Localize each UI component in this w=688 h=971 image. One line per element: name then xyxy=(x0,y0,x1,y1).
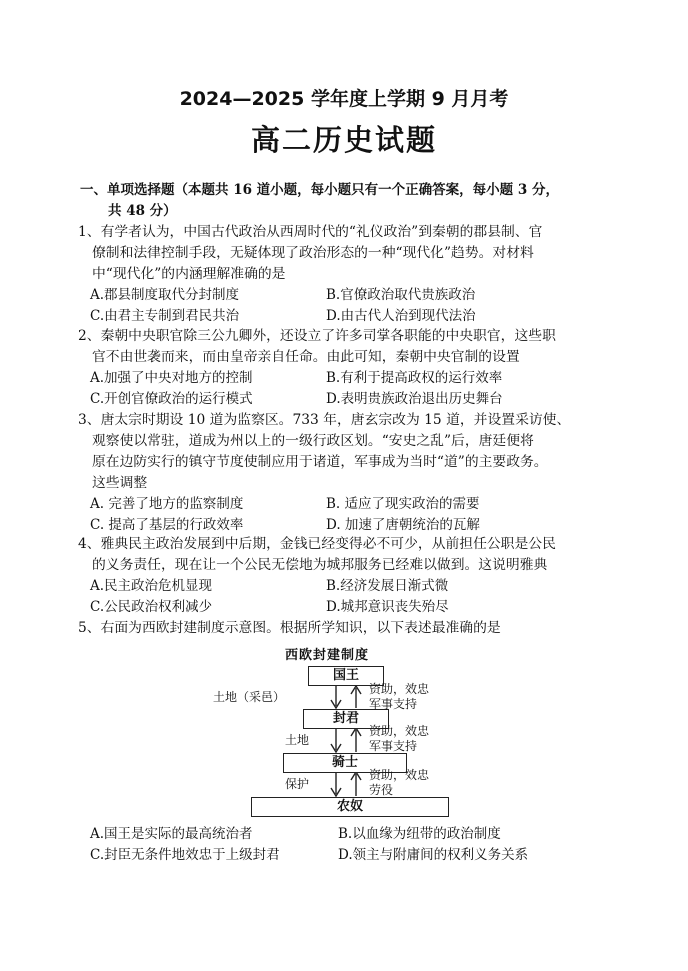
option-a[interactable]: A.民主政治危机显现 xyxy=(90,578,213,594)
option-b[interactable]: B.经济发展日渐式微 xyxy=(326,578,449,594)
question-text-line: 3、唐太宗时期设 10 道为监察区。733 年，唐玄宗改为 15 道，并设置采访使、 xyxy=(78,412,571,428)
option-c[interactable]: C.封臣无条件地效忠于上级封君 xyxy=(90,847,280,863)
level-serf: 农奴 xyxy=(251,797,449,817)
up-label xyxy=(369,768,429,798)
section-heading-line: 共 48 分） xyxy=(108,203,177,219)
answer-options xyxy=(78,368,618,410)
question-text-line: 这些调整 xyxy=(92,475,148,491)
down-label: 土地 xyxy=(285,733,310,747)
question-text-line: 2、秦朝中央职官除三公九卿外，还设立了许多司掌各职能的中央职官，这些职 xyxy=(78,328,556,344)
section-heading-line: 一、单项选择题（本题共 16 道小题，每小题只有一个正确答案，每小题 3 分， xyxy=(80,182,559,198)
exam-title: 高二历史试题 xyxy=(250,123,437,157)
question-5 xyxy=(78,618,618,639)
up-label-line: 军事支持 xyxy=(369,697,418,711)
answer-options xyxy=(78,494,618,536)
up-label-line: 资助，效忠 xyxy=(369,768,430,782)
option-c[interactable]: C.公民政治权利减少 xyxy=(90,599,213,615)
question-text-line: 官不由世袭而来，而由皇帝亲自任命。由此可知，秦朝中央官制的设置 xyxy=(92,349,520,365)
section-heading xyxy=(80,180,620,222)
level-king: 国王 xyxy=(308,666,384,686)
down-label: 保护 xyxy=(285,777,310,791)
up-label-line: 军事支持 xyxy=(369,739,418,753)
option-b[interactable]: B.有利于提高政权的运行效率 xyxy=(326,370,503,386)
question-text-line: 1、有学者认为，中国古代政治从西周时代的“礼仪政治”到秦朝的郡县制、官 xyxy=(78,224,543,240)
question-text-line: 5、右面为西欧封建制度示意图。根据所学知识，以下表述最准确的是 xyxy=(78,620,501,636)
option-b[interactable]: B.官僚政治取代贵族政治 xyxy=(326,287,476,303)
question-text-line: 观察使以常驻，道成为州以上的一级行政区划。“安史之乱”后，唐廷便将 xyxy=(92,433,534,449)
level-knight: 骑士 xyxy=(283,753,407,773)
answer-options xyxy=(78,576,618,618)
question-4 xyxy=(78,534,618,618)
question-text-line: 的义务责任，现在让一个公民无偿地为城邦服务已经难以做到。这说明雅典 xyxy=(92,557,548,573)
question-2 xyxy=(78,326,618,410)
option-b[interactable]: B. 适应了现实政治的需要 xyxy=(326,496,480,512)
up-label-line: 劳役 xyxy=(369,783,394,797)
question-text-line: 4、雅典民主政治发展到中后期，金钱已经变得必不可少，从前担任公职是公民 xyxy=(78,536,556,552)
option-d[interactable]: D.领主与附庸间的权利义务关系 xyxy=(338,847,529,863)
up-label xyxy=(369,682,429,712)
question-1 xyxy=(78,222,618,327)
diagram-title: 西欧封建制度 xyxy=(285,648,370,663)
up-label-line: 资助，效忠 xyxy=(369,682,430,696)
option-d[interactable]: D.城邦意识丧失殆尽 xyxy=(326,599,449,615)
option-a[interactable]: A. 完善了地方的监察制度 xyxy=(90,496,244,512)
option-b[interactable]: B.以血缘为纽带的政治制度 xyxy=(338,826,501,842)
answer-options xyxy=(78,285,618,327)
option-c[interactable]: C. 提高了基层的行政效率 xyxy=(90,517,244,533)
down-label: 土地（采邑） xyxy=(213,690,286,704)
answer-options xyxy=(78,824,618,866)
option-d[interactable]: D.由古代人治到现代法治 xyxy=(326,308,476,324)
question-text-line: 原在边防实行的镇守节度使制应用于诸道，军事成为当时“道”的主要政务。 xyxy=(92,454,548,470)
option-c[interactable]: C.开创官僚政治的运行模式 xyxy=(90,391,253,407)
option-d[interactable]: D. 加速了唐朝统治的瓦解 xyxy=(326,517,480,533)
question-text-line: 中“现代化”的内涵理解准确的是 xyxy=(92,266,286,282)
exam-subtitle: 2024—2025 学年度上学期 9 月月考 xyxy=(179,88,509,110)
feudal-system-diagram xyxy=(213,648,503,826)
up-label-line: 资助，效忠 xyxy=(369,724,430,738)
question-5-options xyxy=(78,824,618,866)
up-label xyxy=(369,724,429,754)
option-a[interactable]: A.国王是实际的最高统治者 xyxy=(90,826,253,842)
option-d[interactable]: D.表明贵族政治退出历史舞台 xyxy=(326,391,503,407)
level-lord: 封君 xyxy=(303,709,389,729)
question-text-line: 僚制和法律控制手段，无疑体现了政治形态的一种“现代化”趋势。对材料 xyxy=(92,245,534,261)
option-a[interactable]: A.郡县制度取代分封制度 xyxy=(90,287,240,303)
question-3 xyxy=(78,410,618,536)
option-a[interactable]: A.加强了中央对地方的控制 xyxy=(90,370,253,386)
option-c[interactable]: C.由君主专制到君民共治 xyxy=(90,308,240,324)
